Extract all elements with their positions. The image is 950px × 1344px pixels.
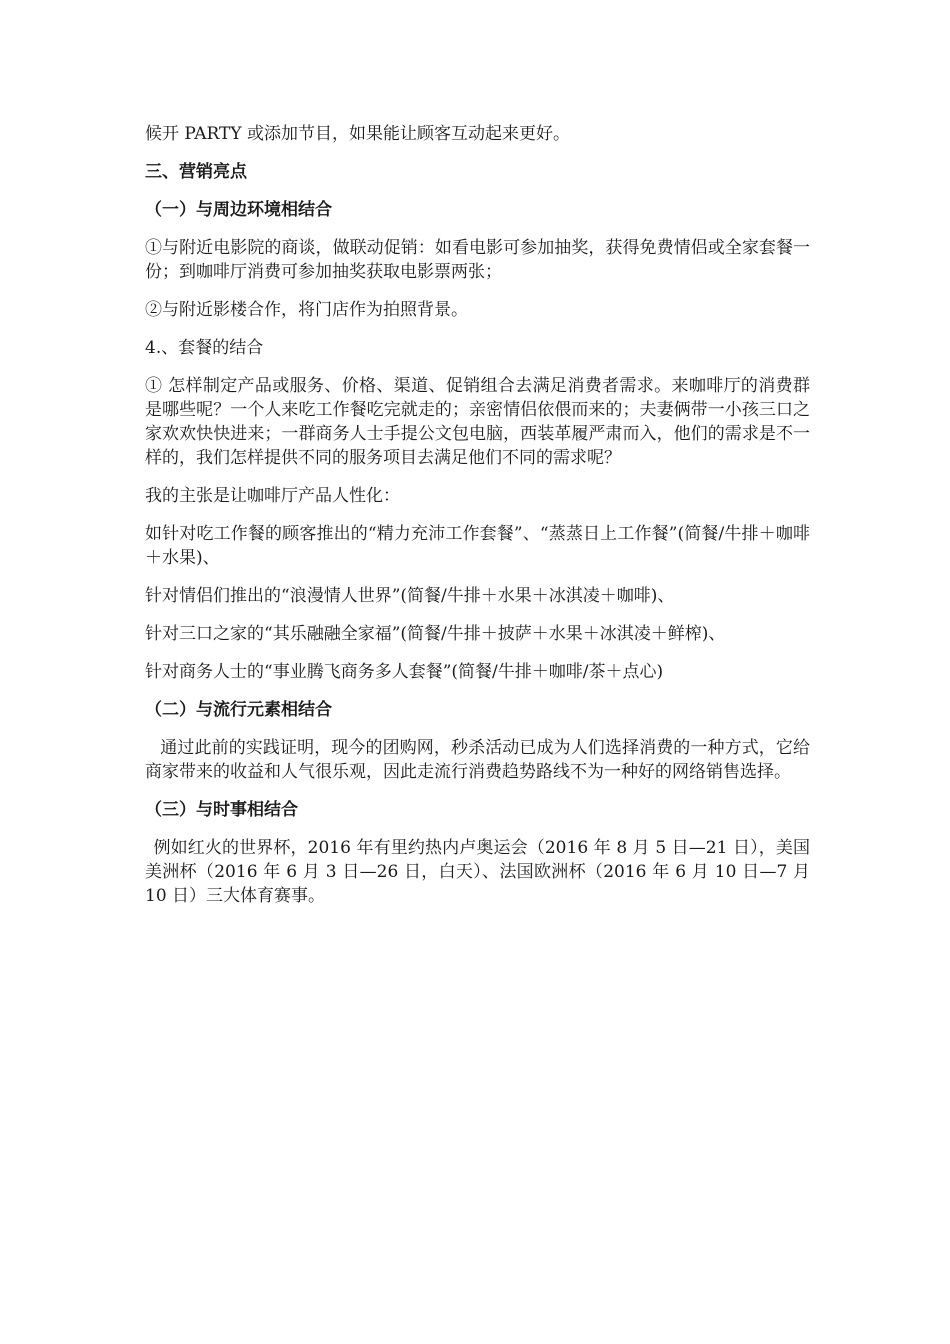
paragraph-set-business: 针对商务人士的“事业腾飞商务多人套餐”(简餐/牛排＋咖啡/茶＋点心) — [145, 662, 664, 682]
subsection-heading-current-events: （三）与时事相结合 — [145, 800, 298, 820]
paragraph-claim: 我的主张是让咖啡厅产品人性化： — [145, 486, 400, 506]
paragraph-set-couples: 针对情侣们推出的“浪漫情人世界”(简餐/牛排＋水果＋冰淇凌＋咖啡)、 — [145, 586, 675, 606]
intro-paragraph: 候开 PARTY 或添加节目，如果能让顾客互动起来更好。 — [145, 124, 571, 144]
document-page — [145, 122, 810, 922]
paragraph-customer-needs: ① 怎样制定产品或服务、价格、渠道、促销组合去满足消费者需求。来咖啡厅的消费群是哪些呢？一个人来吃工作餐吃完就走的；亲密情侣依偎而来的；夫妻俩带一小孩三口之家欢欢快快进来；一群商务人士手提公文包电脑，西装革履严肃而入，他们的需求是不一样的，我们怎样提供不同的服务项目去满足他们不同的需求呢？ — [145, 376, 810, 468]
section-heading-marketing-highlights: 三、营销亮点 — [145, 162, 247, 182]
paragraph-set-family: 针对三口之家的“其乐融融全家福”(简餐/牛排＋披萨＋水果＋冰淇凌＋鲜榨)、 — [145, 624, 726, 644]
paragraph-sports-events: 例如红火的世界杯，2016 年有里约热内卢奥运会（2016 年 8 月 5 日—21 日），美国美洲杯（2016 年 6 月 3 日—26 日，白天）、法国欧洲杯（2016 年 6 月 10 日—7 月 10 日）三大体育赛事。 — [145, 838, 810, 906]
subsection-heading-trends: （二）与流行元素相结合 — [145, 700, 332, 720]
paragraph-cinema-promotion: ①与附近电影院的商谈，做联动促销：如看电影可参加抽奖，获得免费情侣或全家套餐一份；到咖啡厅消费可参加抽奖获取电影票两张； — [145, 238, 810, 282]
paragraph-group-buying: 通过此前的实践证明，现今的团购网，秒杀活动已成为人们选择消费的一种方式，它给商家带来的收益和人气很乐观，因此走流行消费趋势路线不为一种好的网络销售选择。 — [145, 738, 810, 782]
paragraph-photo-studio: ②与附近影楼合作，将门店作为拍照背景。 — [145, 300, 468, 320]
subsection-heading-environment: （一）与周边环境相结合 — [145, 200, 332, 220]
paragraph-set-work-meal: 如针对吃工作餐的顾客推出的“精力充沛工作套餐”、“蒸蒸日上工作餐”(简餐/牛排＋咖啡＋水果)、 — [145, 524, 810, 568]
paragraph-set-meal-heading: 4.、套餐的结合 — [145, 338, 264, 358]
